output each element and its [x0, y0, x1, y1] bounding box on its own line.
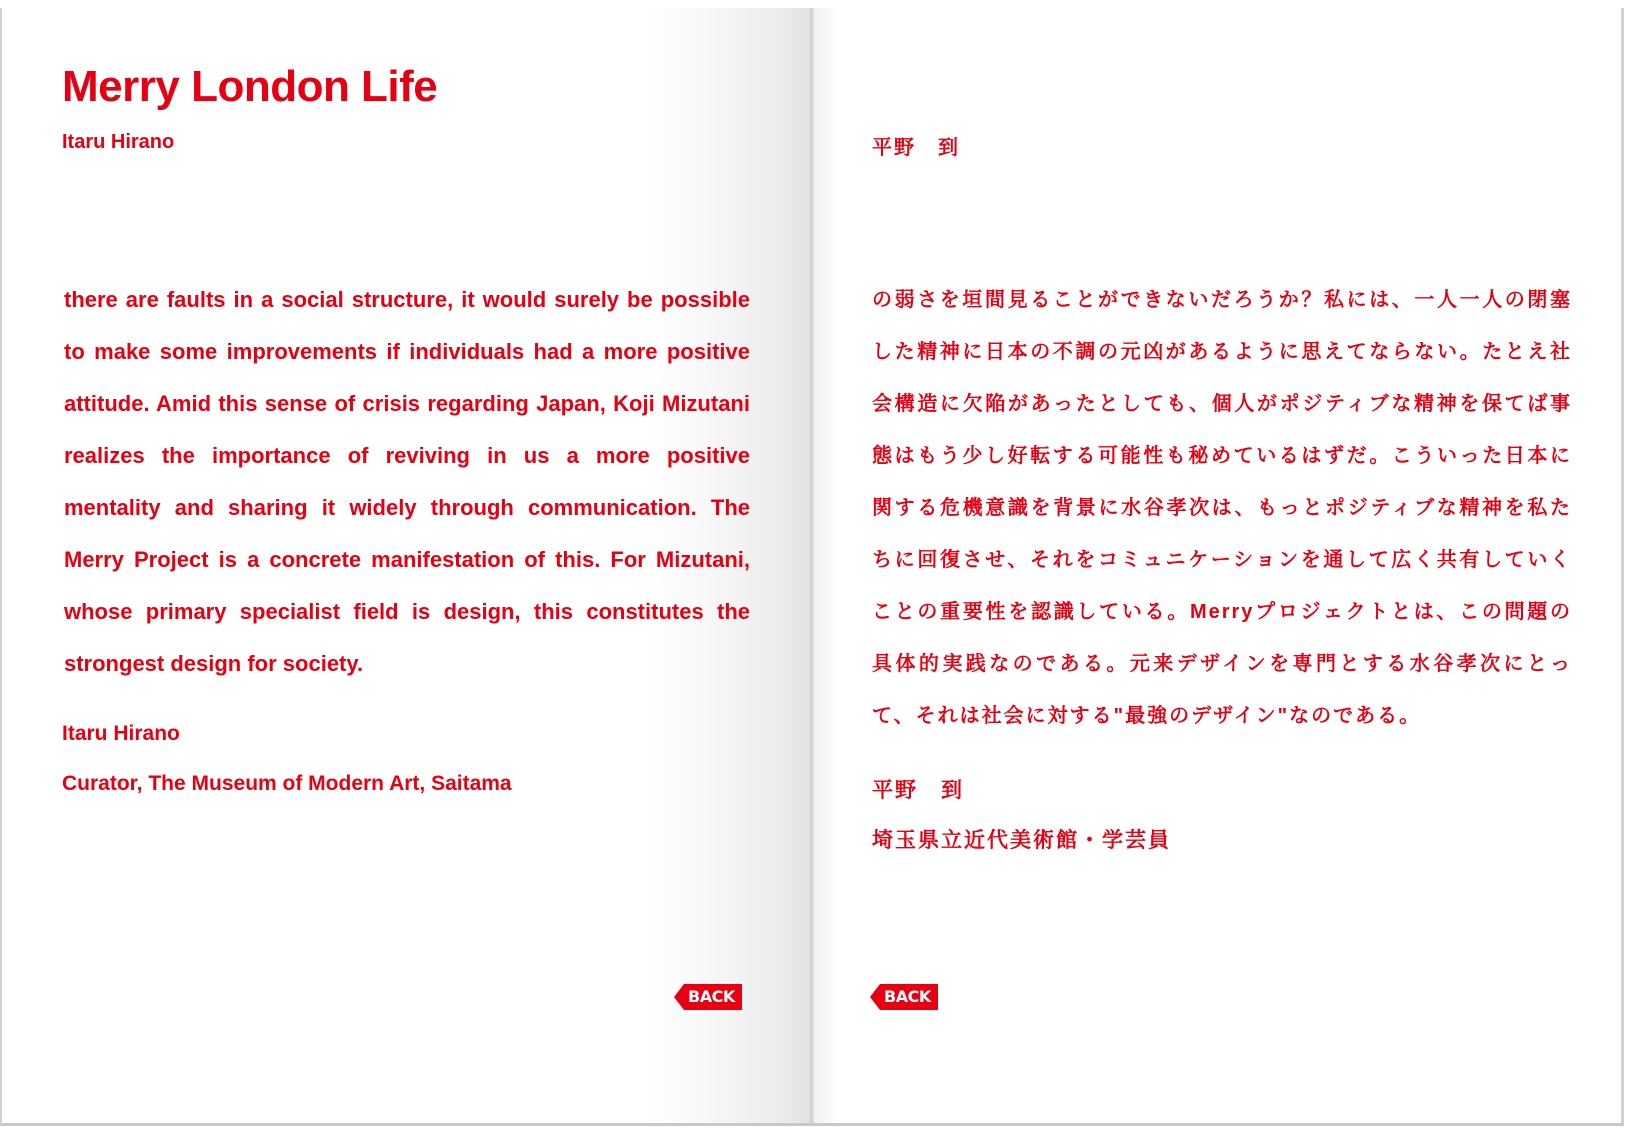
signature-name-japanese: 平野 到 — [872, 779, 964, 802]
back-button-label: BACK — [688, 987, 735, 1006]
signature-role: Curator, The Museum of Modern Art, Saitama — [62, 772, 512, 795]
book-spread — [0, 8, 1624, 1126]
back-button-right[interactable] — [870, 984, 938, 1010]
right-page — [814, 8, 1621, 1123]
signature-name: Itaru Hirano — [62, 722, 180, 745]
back-button-label: BACK — [884, 987, 931, 1006]
author-name: Itaru Hirano — [62, 131, 175, 153]
signature-role-japanese: 埼玉県立近代美術館・学芸員 — [872, 829, 1171, 852]
left-page — [2, 8, 810, 1123]
back-button-left[interactable] — [674, 984, 742, 1010]
author-name-japanese: 平野 到 — [872, 137, 960, 159]
essay-body-english: there are faults in a social structure, it would surely be possible to make some improvements if individuals had a more positive attitude. Amid this sense of crisis regarding Japan, Koji Mizutani realizes the importance of reviving in us a more positive mentality and sharing it widely through communication. The Merry Project is a concrete manifestation of this. For Mizutani, whose primary specialist field is design, this constitutes the strongest design for society. — [64, 287, 750, 676]
page-title: Merry London Life — [62, 62, 438, 111]
essay-body-japanese: の弱さを垣間見ることができないだろうか？私には、一人一人の閉塞した精神に日本の不調の元凶があるように思えてならない。たとえ社会構造に欠陥があったとしても、個人がポジティブな精神を保てば事態はもう少し好転する可能性も秘めているはずだ。こういった日本に関する危機意識を背景に水谷孝次は、もっとポジティブな精神を私たちに回復させ、それをコミュニケーションを通して広く共有していくことの重要性を認識している。Merryプロジェクトとは、この問題の具体的実践なのである。元来デザインを専門とする水谷孝次にとって、それは社会に対する"最強のデザイン"なのである。 — [872, 289, 1572, 727]
